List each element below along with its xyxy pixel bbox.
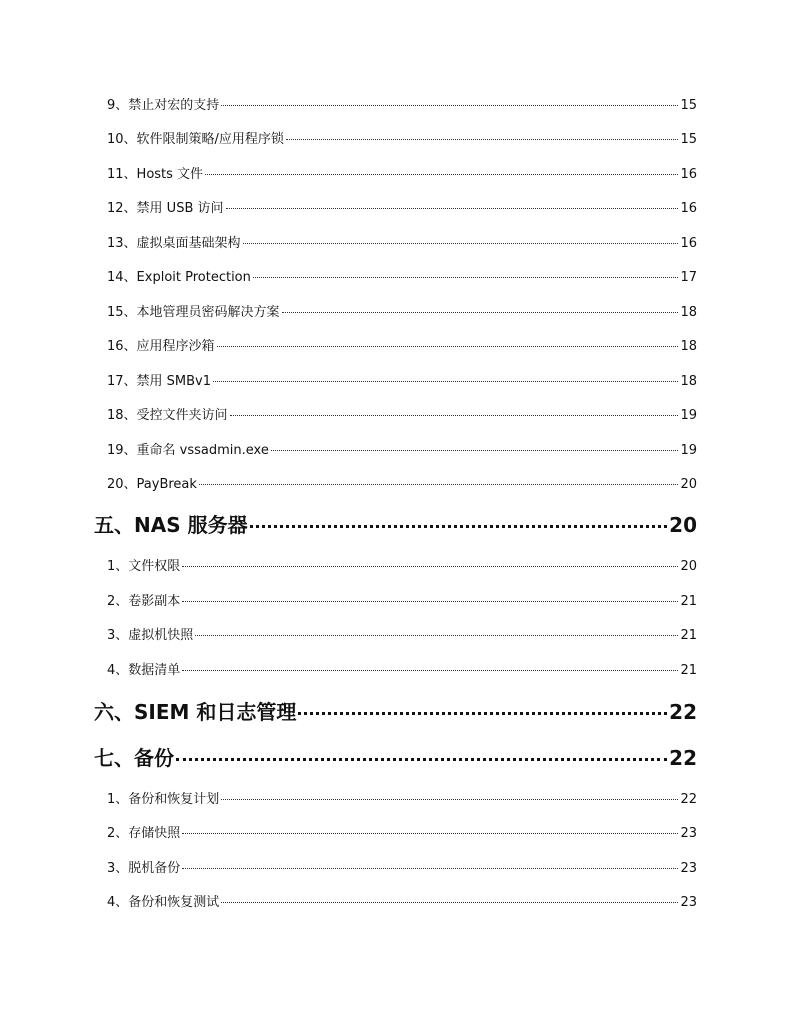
toc-section-label: 六、SIEM 和日志管理 xyxy=(94,700,297,724)
toc-entry-label: 12、禁用 USB 访问 xyxy=(107,201,224,216)
toc-entry[interactable] xyxy=(107,592,697,612)
toc-entry[interactable] xyxy=(107,824,697,844)
toc-entry-label: 18、受控文件夹访问 xyxy=(107,408,228,423)
toc-entry-page: 17 xyxy=(680,270,697,285)
dot-leader xyxy=(176,758,667,761)
toc-section-heading[interactable] xyxy=(94,511,697,539)
toc-section-page: 22 xyxy=(669,746,697,770)
toc-entry[interactable] xyxy=(107,165,697,185)
toc-entry[interactable] xyxy=(107,268,697,288)
dot-leader xyxy=(221,902,678,903)
dot-leader xyxy=(298,712,667,715)
toc-entry-page: 22 xyxy=(680,792,697,807)
dot-leader xyxy=(182,566,678,567)
toc-section-heading[interactable] xyxy=(94,744,697,772)
toc-entry-page: 21 xyxy=(680,628,697,643)
dot-leader xyxy=(226,208,679,209)
dot-leader xyxy=(182,833,678,834)
dot-leader xyxy=(250,525,668,528)
toc-section-label: 七、备份 xyxy=(94,746,174,770)
dot-leader xyxy=(199,484,679,485)
toc-entry-page: 20 xyxy=(680,559,697,574)
toc-entry-label: 10、软件限制策略/应用程序锁 xyxy=(107,132,284,147)
toc-entry-label: 3、脱机备份 xyxy=(107,861,181,876)
dot-leader xyxy=(271,450,679,451)
toc-entry-label: 11、Hosts 文件 xyxy=(107,167,204,182)
toc-entry-label: 15、本地管理员密码解决方案 xyxy=(107,305,280,320)
toc-section-label: 五、NAS 服务器 xyxy=(94,513,248,537)
toc-entry-page: 23 xyxy=(680,895,697,910)
toc-entry[interactable] xyxy=(107,626,697,646)
toc-entry-page: 23 xyxy=(680,861,697,876)
toc-entry-label: 16、应用程序沙箱 xyxy=(107,339,215,354)
toc-entry[interactable] xyxy=(107,337,697,357)
toc-entry-label: 2、存储快照 xyxy=(107,826,181,841)
toc-entry[interactable] xyxy=(107,234,697,254)
toc-entry-page: 18 xyxy=(680,339,697,354)
toc-section-page: 20 xyxy=(669,513,697,537)
toc-entry[interactable] xyxy=(107,303,697,323)
toc-entry[interactable] xyxy=(107,406,697,426)
toc-entry[interactable] xyxy=(107,441,697,461)
dot-leader xyxy=(205,174,678,175)
toc-entry-page: 16 xyxy=(680,167,697,182)
toc-entry-label: 2、卷影副本 xyxy=(107,594,181,609)
toc-entry[interactable] xyxy=(107,130,697,150)
toc-entry-page: 18 xyxy=(680,374,697,389)
toc-entry[interactable] xyxy=(107,893,697,913)
toc-entry-label: 4、数据清单 xyxy=(107,663,181,678)
toc-entry-page: 16 xyxy=(680,236,697,251)
toc-entry-page: 19 xyxy=(680,443,697,458)
dot-leader xyxy=(282,312,679,313)
dot-leader xyxy=(286,139,679,140)
toc-entry-page: 21 xyxy=(680,663,697,678)
toc-entry[interactable] xyxy=(107,96,697,116)
toc-section-heading[interactable] xyxy=(94,698,697,726)
toc-entry[interactable] xyxy=(107,372,697,392)
toc-entry-page: 16 xyxy=(680,201,697,216)
toc-entry-label: 1、备份和恢复计划 xyxy=(107,792,220,807)
toc-entry-page: 15 xyxy=(680,98,697,113)
toc-entry-page: 18 xyxy=(680,305,697,320)
dot-leader xyxy=(182,601,678,602)
toc-entry-label: 13、虚拟桌面基础架构 xyxy=(107,236,241,251)
toc-entry[interactable] xyxy=(107,557,697,577)
toc-entry-label: 17、禁用 SMBv1 xyxy=(107,374,212,389)
toc-entry-page: 20 xyxy=(680,477,697,492)
dot-leader xyxy=(217,346,679,347)
toc-entry[interactable] xyxy=(107,199,697,219)
toc-entry[interactable] xyxy=(107,661,697,681)
dot-leader xyxy=(230,415,679,416)
toc-section-page: 22 xyxy=(669,700,697,724)
toc-entry-page: 23 xyxy=(680,826,697,841)
dot-leader xyxy=(213,381,678,382)
toc-entry-page: 21 xyxy=(680,594,697,609)
toc-entry-label: 20、PayBreak xyxy=(107,477,197,492)
dot-leader xyxy=(221,799,678,800)
toc-entry[interactable] xyxy=(107,859,697,879)
dot-leader xyxy=(182,670,678,671)
toc-entry-label: 4、备份和恢复测试 xyxy=(107,895,220,910)
dot-leader xyxy=(182,868,678,869)
toc-entry-label: 3、虚拟机快照 xyxy=(107,628,194,643)
dot-leader xyxy=(243,243,679,244)
toc-entry-label: 1、文件权限 xyxy=(107,559,181,574)
dot-leader xyxy=(195,635,678,636)
dot-leader xyxy=(253,277,679,278)
toc-entry[interactable] xyxy=(107,790,697,810)
toc-entry-page: 19 xyxy=(680,408,697,423)
toc-entry-page: 15 xyxy=(680,132,697,147)
toc-entry[interactable] xyxy=(107,475,697,495)
dot-leader xyxy=(221,105,678,106)
toc-entry-label: 14、Exploit Protection xyxy=(107,270,251,285)
toc-entry-label: 19、重命名 vssadmin.exe xyxy=(107,443,269,458)
toc-entry-label: 9、禁止对宏的支持 xyxy=(107,98,220,113)
